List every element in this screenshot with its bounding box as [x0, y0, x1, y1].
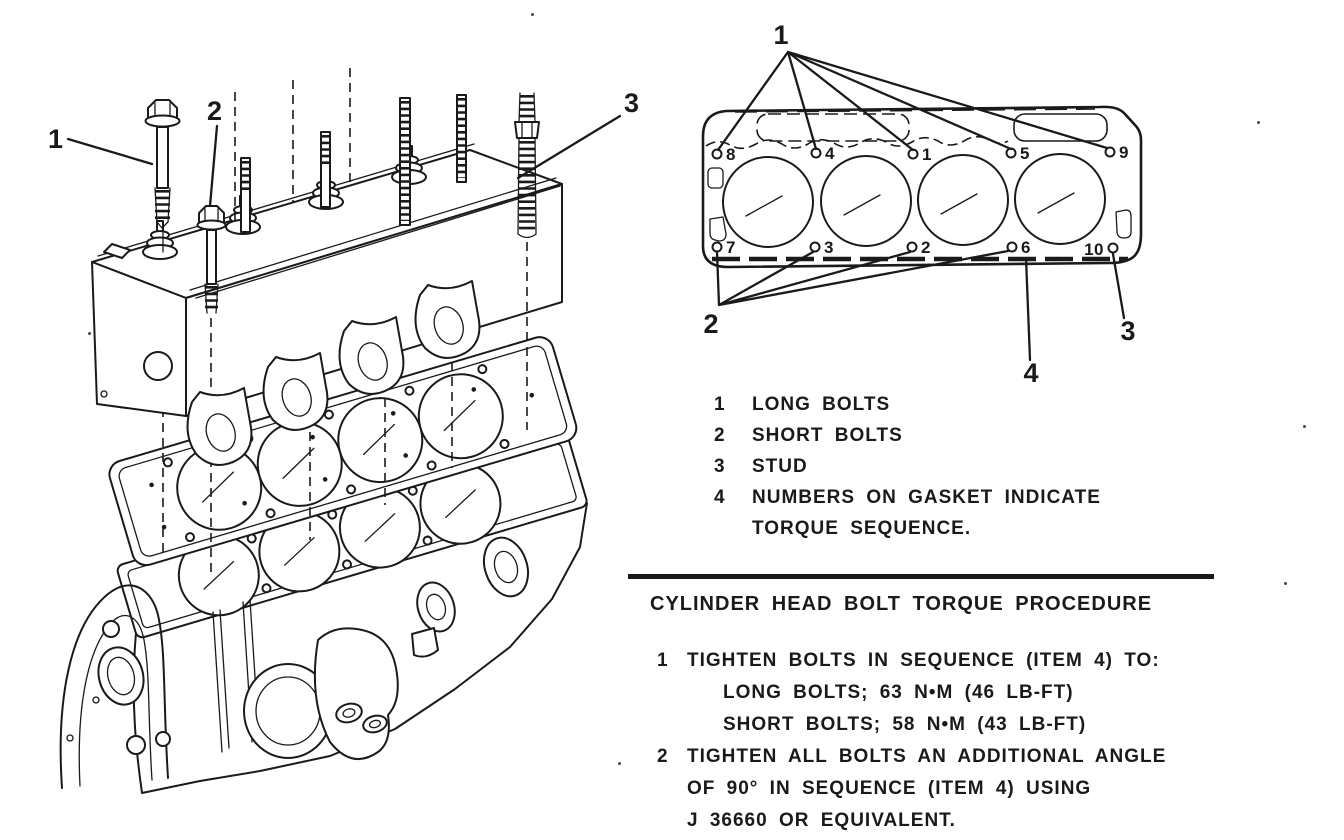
gasket-callout-long-bolts: 1 [773, 20, 789, 50]
speck [1284, 582, 1287, 585]
legend-item-sequence-numbers [714, 487, 1101, 509]
seq-num-2: 2 [921, 238, 931, 257]
speck [88, 332, 91, 335]
procedure-title: CYLINDER HEAD BOLT TORQUE PROCEDURE [650, 593, 1153, 615]
callout-short-bolt: 2 [207, 96, 223, 126]
legend-num: 3 [714, 456, 726, 477]
seq-num-3: 3 [824, 238, 834, 257]
speck [1303, 425, 1306, 428]
gasket-callout-sequence-numbers: 4 [1023, 358, 1039, 388]
legend-num: 2 [714, 425, 726, 446]
legend-num: 1 [714, 394, 726, 415]
seq-num-8: 8 [726, 145, 736, 164]
seq-num-4: 4 [825, 144, 835, 163]
speck [618, 762, 621, 765]
step-text: SHORT BOLTS; 58 N•M (43 LB-FT) [723, 714, 1087, 735]
legend-item-sequence-numbers-cont [714, 518, 971, 540]
procedure-step-detail [657, 682, 1074, 704]
legend-num: 4 [714, 487, 726, 508]
legend-item-stud [714, 456, 808, 478]
step-text: TIGHTEN ALL BOLTS AN ADDITIONAL ANGLE [687, 746, 1167, 767]
seq-num-7: 7 [726, 238, 736, 257]
speck [1257, 121, 1260, 124]
gasket-sequence-diagram [640, 0, 1344, 392]
callout-stud: 3 [624, 88, 640, 118]
legend-label: STUD [752, 456, 808, 477]
gasket-callout-short-bolts: 2 [703, 309, 719, 339]
legend-label: TORQUE SEQUENCE. [752, 518, 972, 539]
legend-label: SHORT BOLTS [752, 425, 903, 446]
legend-item-short-bolts [714, 425, 903, 447]
speck [531, 13, 534, 16]
gasket-callout-stud: 3 [1120, 316, 1136, 346]
legend-label: NUMBERS ON GASKET INDICATE [752, 487, 1101, 508]
seq-num-9: 9 [1119, 143, 1129, 162]
step-text: TIGHTEN BOLTS IN SEQUENCE (ITEM 4) TO: [687, 650, 1160, 671]
seq-num-6: 6 [1021, 238, 1031, 257]
step-text: LONG BOLTS; 63 N•M (46 LB-FT) [723, 682, 1074, 703]
seq-num-5: 5 [1020, 144, 1030, 163]
stud-drawing [515, 93, 539, 238]
legend-label: LONG BOLTS [752, 394, 891, 415]
callout-long-bolt: 1 [48, 124, 64, 154]
step-text: OF 90° IN SEQUENCE (ITEM 4) USING [687, 778, 1092, 799]
step-num: 1 [657, 650, 669, 671]
seq-num-10: 10 [1084, 240, 1104, 259]
procedure-step-detail [657, 714, 1086, 736]
cylinder-bores [723, 154, 1105, 247]
step-num: 2 [657, 746, 669, 767]
procedure-step [657, 650, 1160, 672]
legend-item-long-bolts [714, 394, 890, 416]
bolt-holes [713, 148, 1118, 253]
section-divider [628, 574, 1214, 579]
procedure-step-cont [657, 778, 1091, 800]
seq-num-1: 1 [922, 145, 932, 164]
step-text: J 36660 OR EQUIVALENT. [687, 810, 956, 831]
procedure-step [657, 746, 1166, 768]
procedure-step-cont [657, 810, 956, 832]
